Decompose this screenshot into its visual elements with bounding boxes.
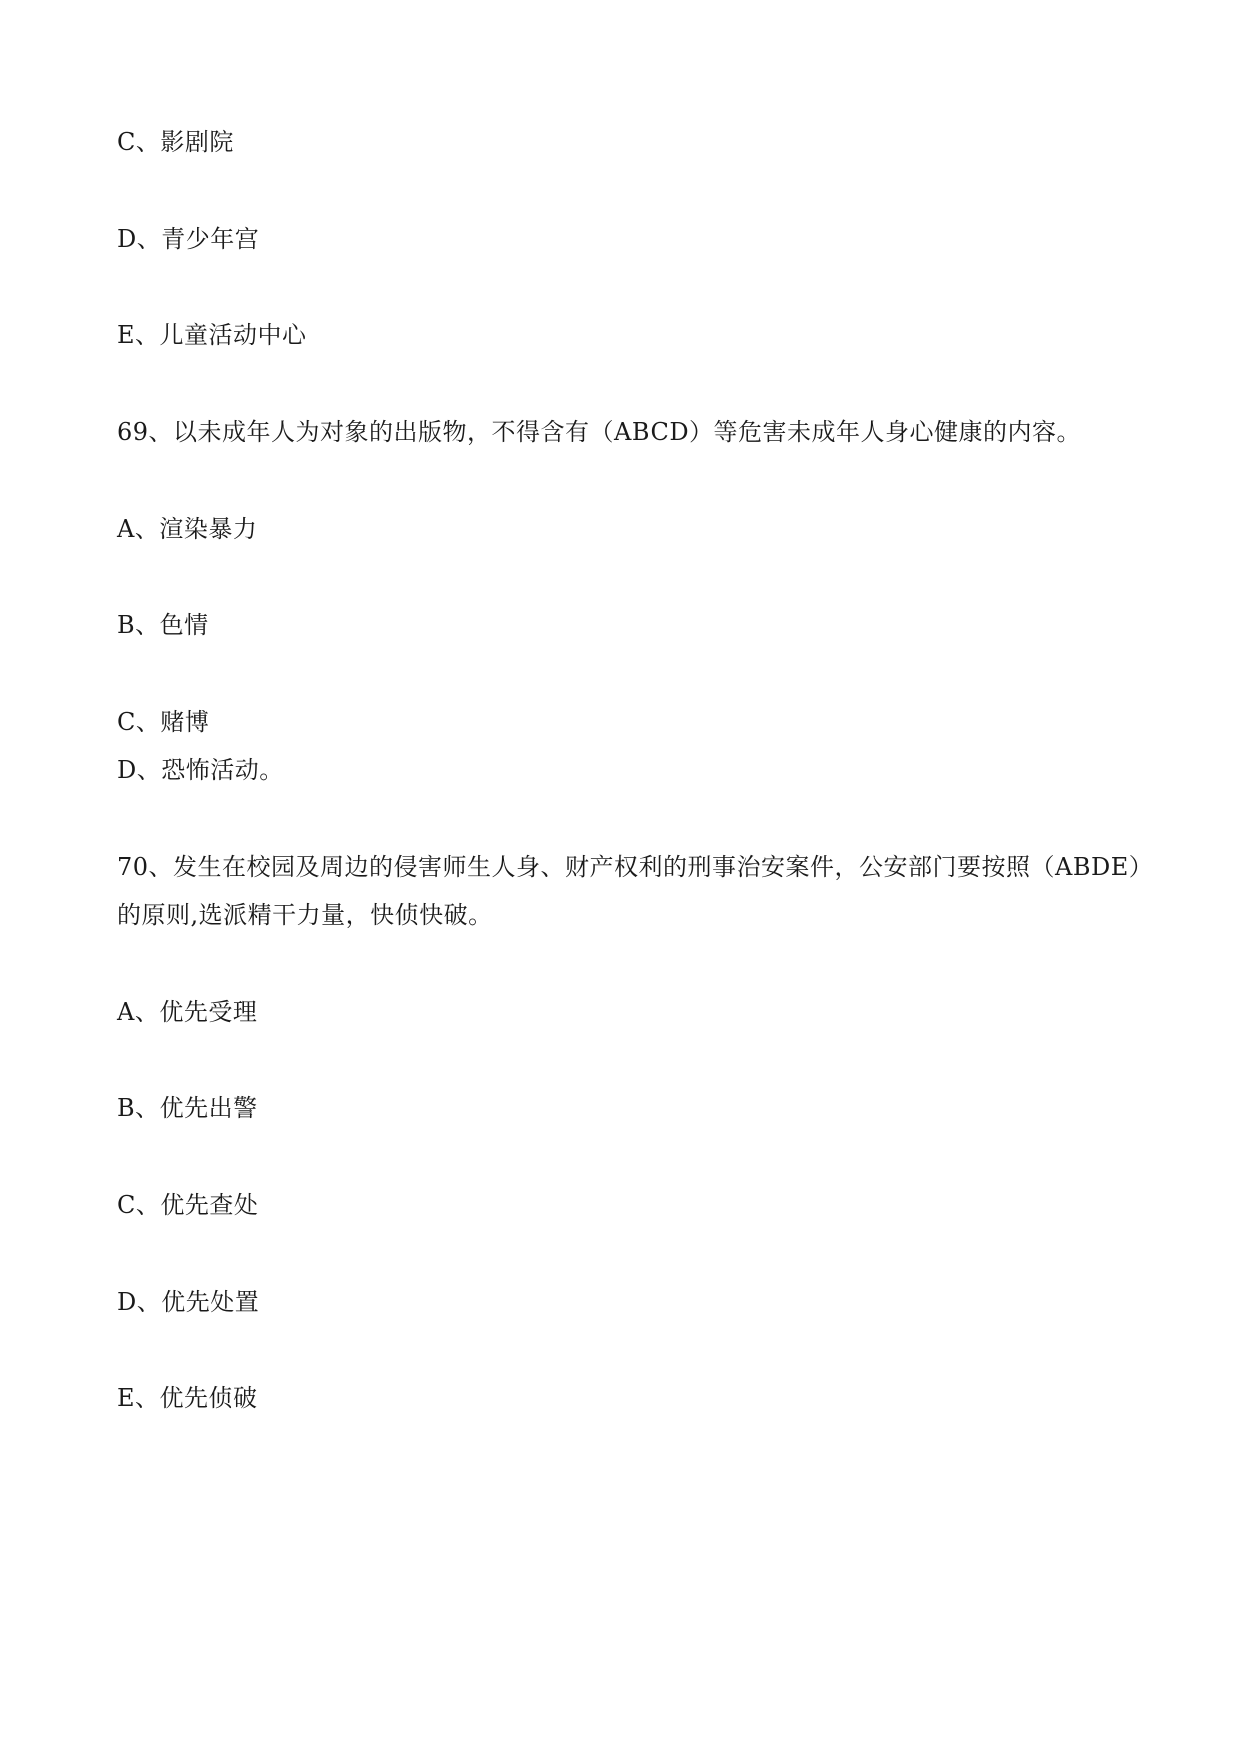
q70-option-a: A、优先受理 <box>117 998 258 1026</box>
q70-question-line2: 的原则,选派精干力量，快侦快破。 <box>117 901 493 929</box>
q70-option-d: D、优先处置 <box>117 1288 260 1316</box>
q70-option-e: E、优先侦破 <box>117 1384 258 1412</box>
q68-option-e: E、儿童活动中心 <box>117 321 307 349</box>
q69-option-d: D、恐怖活动。 <box>117 756 284 784</box>
q70-option-c: C、优先查处 <box>117 1191 259 1219</box>
q70-question-line1: 70、发生在校园及周边的侵害师生人身、财产权利的刑事治安案件，公安部门要按照（ABDE） <box>117 853 1154 881</box>
q69-question: 69、以未成年人为对象的出版物，不得含有（ABCD）等危害未成年人身心健康的内容。 <box>117 418 1082 446</box>
q69-option-b: B、色情 <box>117 611 209 639</box>
q68-option-c: C、影剧院 <box>117 128 234 156</box>
q68-option-d: D、青少年宫 <box>117 225 260 253</box>
q69-option-a: A、渲染暴力 <box>117 515 258 543</box>
q70-option-b: B、优先出警 <box>117 1094 258 1122</box>
q69-option-c: C、赌博 <box>117 708 210 736</box>
